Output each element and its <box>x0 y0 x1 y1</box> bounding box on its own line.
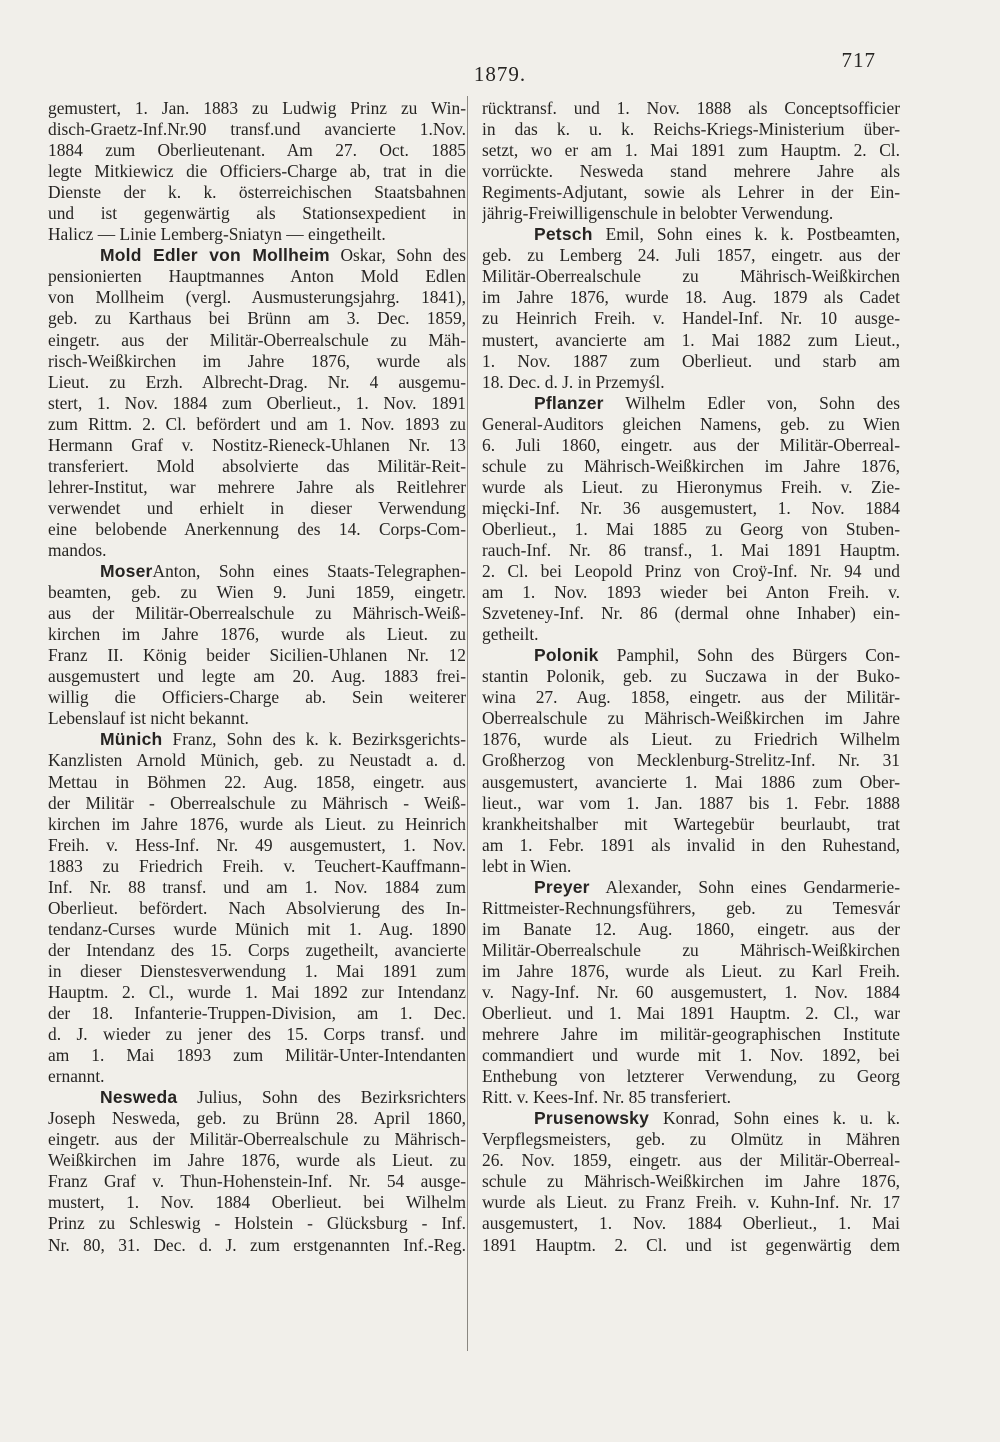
line-text: ausgemustert, avancierte 1. Mai 1886 zum Ober- <box>482 771 900 792</box>
entry-first-line <box>48 245 466 266</box>
line-text: 1891 Hauptm. 2. Cl. und ist gegenwärtig dem <box>482 1234 900 1255</box>
text-line <box>48 308 466 329</box>
text-line <box>48 393 466 414</box>
text-line <box>482 1213 900 1234</box>
line-text: mandos. <box>48 539 107 560</box>
text-line <box>482 161 900 182</box>
line-text: wina 27. Aug. 1858, eingetr. aus der Militär- <box>482 687 900 708</box>
text-line <box>48 161 466 182</box>
text-line <box>482 330 900 351</box>
line-text: Franz II. König beider Sicilien-Uhlanen Nr. 12 <box>48 645 466 666</box>
line-text: Lieut. zu Erzh. Albrecht-Drag. Nr. 4 ausgemu- <box>48 371 466 392</box>
line-text: jährig-Freiwilligenschule in belobter Verwendung. <box>482 203 834 224</box>
text-line <box>48 940 466 961</box>
line-text: General-Auditors gleichen Namens, geb. zu Wien <box>482 413 900 434</box>
text-line <box>482 856 900 877</box>
text-line <box>48 772 466 793</box>
entry-surname: Nesweda <box>100 1087 178 1108</box>
text-line <box>48 1213 466 1234</box>
line-text: stantin Polonik, geb. zu Suczawa in der Buko- <box>482 666 900 687</box>
text-line <box>48 1192 466 1213</box>
text-line <box>482 666 900 687</box>
line-text: Kanzlisten Arnold Münich, geb. zu Neustadt a. d. <box>48 750 466 771</box>
line-text: am 1. Febr. 1891 als invalid in den Ruhestand, <box>482 834 900 855</box>
line-text: am 1. Mai 1893 zum Militär-Unter-Intendanten <box>48 1045 466 1066</box>
text-line <box>482 98 900 119</box>
line-text: kirchen im Jahre 1876, wurde als Lieut. zu Heinrich <box>48 813 466 834</box>
line-text: lehrer-Institut, war mehrere Jahre als Reitlehrer <box>48 476 466 497</box>
text-line <box>48 182 466 203</box>
line-text: gemustert, 1. Jan. 1883 zu Ludwig Prinz zu Win- <box>48 98 466 118</box>
line-text: 2. Cl. bei Leopold Prinz von Croÿ-Inf. Nr. 94 und <box>482 561 900 582</box>
line-text: Ritt. v. Kees-Inf. Nr. 85 transferiert. <box>482 1087 732 1108</box>
text-line <box>48 456 466 477</box>
page-number: 717 <box>841 48 876 72</box>
entry-first-line <box>482 1108 900 1129</box>
text-line <box>482 1129 900 1150</box>
entry-first-line <box>482 224 900 245</box>
text-line <box>482 772 900 793</box>
line-text: Oberlieut. und 1. Mai 1891 Hauptm. 2. Cl., war <box>482 1003 900 1024</box>
text-line <box>482 961 900 982</box>
text-line <box>48 287 466 308</box>
line-text: mięcki-Inf. Nr. 36 ausgemustert, 1. Nov. 1884 <box>482 497 900 518</box>
text-line <box>482 456 900 477</box>
text-line <box>482 1045 900 1066</box>
text-line <box>48 372 466 393</box>
line-text: 26. Nov. 1859, eingetr. aus der Militär-Oberreal- <box>482 1150 900 1171</box>
text-line <box>482 919 900 940</box>
text-line <box>48 1235 466 1256</box>
text-line <box>48 835 466 856</box>
text-line <box>482 1192 900 1213</box>
text-line <box>482 1066 900 1087</box>
text-line <box>48 1003 466 1024</box>
entry-surname: Moser <box>100 561 153 582</box>
left-column <box>48 98 466 1256</box>
line-text: zu Heinrich Freih. v. Handel-Inf. Nr. 10 ausge- <box>482 308 900 329</box>
line-text: mustert, avancierte am 1. Mai 1882 zum Lieut., <box>482 329 900 350</box>
entry-first-line <box>48 1087 466 1108</box>
line-text: geb. zu Karthaus bei Brünn am 3. Dec. 1859, <box>48 308 466 329</box>
text-line <box>482 351 900 372</box>
text-line <box>48 582 466 603</box>
line-text: der Intendanz des 15. Corps zugetheilt, avancierte <box>48 939 466 960</box>
text-line <box>48 203 466 224</box>
text-line <box>482 1087 900 1108</box>
line-text: vorrückte. Nesweda stand mehrere Jahre als <box>482 161 900 182</box>
text-line <box>48 1171 466 1192</box>
line-text: Großherzog von Mecklenburg-Strelitz-Inf. Nr. 31 <box>482 750 900 771</box>
text-line <box>482 708 900 729</box>
line-text: 1. Nov. 1887 zum Oberlieut. und starb am <box>482 350 900 371</box>
text-line <box>482 1171 900 1192</box>
text-line <box>48 351 466 372</box>
text-line <box>48 1024 466 1045</box>
line-text: der Militär - Oberrealschule zu Mährisch - Weiß- <box>48 792 466 813</box>
entry-surname: Polonik <box>534 645 599 666</box>
line-text: Inf. Nr. 88 transf. und am 1. Nov. 1884 zum <box>48 876 466 897</box>
entry-first-line <box>482 645 900 666</box>
text-line <box>48 645 466 666</box>
entry-first-line <box>482 877 900 898</box>
line-text: Halicz — Linie Lemberg-Sniatyn — eingetheilt. <box>48 224 386 245</box>
text-line <box>482 898 900 919</box>
text-line <box>48 330 466 351</box>
text-line <box>48 1108 466 1129</box>
line-text: 1876, wurde als Lieut. zu Friedrich Wilhelm <box>482 729 900 750</box>
line-text: willig die Officiers-Charge ab. Sein weiterer <box>48 687 466 708</box>
text-line <box>48 540 466 561</box>
line-text: Oberlieut., 1. Mai 1885 zu Georg von Stuben- <box>482 518 900 539</box>
line-text: Alexander, Sohn eines Gendarmerie- <box>589 876 900 897</box>
line-text: Julius, Sohn des Bezirksrichters <box>177 1087 466 1108</box>
text-line <box>482 435 900 456</box>
line-text: 1884 zum Oberlieutenant. Am 27. Oct. 1885 <box>48 140 466 161</box>
text-line <box>48 982 466 1003</box>
line-text: lieut., war vom 1. Jan. 1887 bis 1. Febr. 1888 <box>482 792 900 813</box>
entry-surname: Pflanzer <box>534 392 604 413</box>
line-text: 6. Juli 1860, eingetr. aus der Militär-Oberreal- <box>482 434 900 455</box>
line-text: Prinz zu Schleswig - Holstein - Glücksburg - Inf. <box>48 1213 466 1234</box>
line-text: Joseph Nesweda, geb. zu Brünn 28. April 1860, <box>48 1108 466 1129</box>
line-text: krankheitshalber mit Wartegebür beurlaubt, trat <box>482 813 900 834</box>
line-text: Militär-Oberrealschule zu Mährisch-Weißkirchen <box>482 939 900 960</box>
text-line <box>482 687 900 708</box>
text-line <box>482 182 900 203</box>
line-text: im Banate 12. Aug. 1860, eingetr. aus der <box>482 918 900 939</box>
line-text: 1883 zu Friedrich Freih. v. Teuchert-Kauffmann- <box>48 855 466 876</box>
line-text: ernannt. <box>48 1066 105 1087</box>
text-line <box>482 982 900 1003</box>
text-line <box>482 603 900 624</box>
line-text: Franz, Sohn des k. k. Bezirksgerichts- <box>162 729 466 750</box>
entry-first-line <box>48 561 466 582</box>
line-text: wurde als Lieut. zu Franz Freih. v. Kuhn-Inf. Nr. 17 <box>482 1192 900 1213</box>
line-text: Oberrealschule zu Mährisch-Weißkirchen im Jahre <box>482 708 900 729</box>
line-text: Lebenslauf ist nicht bekannt. <box>48 708 249 729</box>
text-line <box>48 877 466 898</box>
line-text: Hauptm. 2. Cl., wurde 1. Mai 1892 zur Intendanz <box>48 981 466 1002</box>
line-text: rauch-Inf. Nr. 86 transf., 1. Mai 1891 Hauptm. <box>482 539 900 560</box>
text-line <box>48 750 466 771</box>
text-line <box>48 856 466 877</box>
line-text: in dieser Dienstesverwendung 1. Mai 1891 zum <box>48 960 466 981</box>
text-line <box>48 1045 466 1066</box>
text-line <box>48 961 466 982</box>
line-text: v. Nagy-Inf. Nr. 60 ausgemustert, 1. Nov. 1884 <box>482 981 900 1002</box>
line-text: setzt, wo er am 1. Mai 1891 zum Hauptm. 2. Cl. <box>482 140 900 161</box>
text-line <box>48 224 466 245</box>
text-line <box>482 729 900 750</box>
line-text: Enthebung von letzterer Verwendung, zu Georg <box>482 1066 900 1087</box>
line-text: Rittmeister-Rechnungsführers, geb. zu Temesvár <box>482 897 900 918</box>
line-text: disch-Graetz-Inf.Nr.90 transf.und avancierte 1.Nov. <box>48 119 466 140</box>
line-text: transferiert. Mold absolvierte das Militär-Reit- <box>48 455 466 476</box>
line-text: aus der Militär-Oberrealschule zu Mährisch-Weiß- <box>48 603 466 624</box>
text-line <box>48 266 466 287</box>
text-line <box>48 498 466 519</box>
entry-first-line <box>482 393 900 414</box>
entry-surname: Münich <box>100 729 163 750</box>
text-line <box>48 708 466 729</box>
text-line <box>482 940 900 961</box>
text-line <box>48 1129 466 1150</box>
text-line <box>482 372 900 393</box>
line-text: Regiments-Adjutant, sowie als Lehrer in der Ein- <box>482 182 900 203</box>
line-text: Szveteney-Inf. Nr. 86 (dermal ohne Inhaber) ein- <box>482 603 900 624</box>
text-line <box>48 898 466 919</box>
line-text: Militär-Oberrealschule zu Mährisch-Weißkirchen <box>482 266 900 287</box>
right-column <box>482 98 900 1256</box>
line-text: Oskar, Sohn des <box>329 245 466 266</box>
text-line <box>482 1150 900 1171</box>
text-line <box>48 919 466 940</box>
line-text: mehrere Jahre im militär-geographischen Institute <box>482 1024 900 1045</box>
text-line <box>482 308 900 329</box>
line-text: ausgemustert und legte am 20. Aug. 1883 frei- <box>48 666 466 687</box>
entry-surname: Mold Edler von Mollheim <box>100 245 330 266</box>
line-text: kirchen im Jahre 1876, wurde als Lieut. zu <box>48 624 466 645</box>
line-text: im Jahre 1876, wurde als Lieut. zu Karl Freih. <box>482 960 900 981</box>
line-text: lebt in Wien. <box>482 855 572 876</box>
text-line <box>482 1235 900 1256</box>
line-text: Weißkirchen im Jahre 1876, wurde als Lieut. zu <box>48 1150 466 1171</box>
text-line <box>48 519 466 540</box>
line-text: am 1. Nov. 1893 wieder bei Anton Freih. v. <box>482 582 900 603</box>
line-text: in das k. u. k. Reichs-Kriegs-Ministerium über- <box>482 119 900 140</box>
line-text: Anton, Sohn eines Staats-Telegraphen- <box>152 561 466 582</box>
column-divider <box>467 96 468 1351</box>
line-text: Freih. v. Hess-Inf. Nr. 49 ausgemustert, 1. Nov. <box>48 834 466 855</box>
text-line <box>482 835 900 856</box>
line-text: von Mollheim (vergl. Ausmusterungsjahrg. 1841), <box>48 287 466 308</box>
line-text: Oberlieut. befördert. Nach Absolvierung des In- <box>48 897 466 918</box>
line-text: schule zu Mährisch-Weißkirchen im Jahre 1876, <box>482 455 900 476</box>
line-text: im Jahre 1876, wurde 18. Aug. 1879 als Cadet <box>482 287 900 308</box>
text-line <box>482 582 900 603</box>
text-line <box>482 287 900 308</box>
line-text: verwendet und erhielt in dieser Verwendung <box>48 497 466 518</box>
line-text: d. J. wieder zu jener des 15. Corps transf. und <box>48 1024 466 1045</box>
line-text: Pamphil, Sohn des Bürgers Con- <box>598 645 900 666</box>
line-text: eingetr. aus der Militär-Oberrealschule zu Mährisch- <box>48 1129 466 1150</box>
text-line <box>482 750 900 771</box>
line-text: getheilt. <box>482 624 539 645</box>
text-line <box>482 814 900 835</box>
line-text: geb. zu Lemberg 24. Juli 1857, eingetr. aus der <box>482 245 900 266</box>
text-line <box>482 414 900 435</box>
text-line <box>482 245 900 266</box>
line-text: mustert, 1. Nov. 1884 Oberlieut. bei Wilhelm <box>48 1192 466 1213</box>
text-line <box>48 814 466 835</box>
line-text: ausgemustert, 1. Nov. 1884 Oberlieut., 1. Mai <box>482 1213 900 1234</box>
line-text: Konrad, Sohn eines k. u. k. <box>649 1108 900 1129</box>
text-line <box>482 793 900 814</box>
text-line <box>482 624 900 645</box>
line-text: commandiert und wurde mit 1. Nov. 1892, bei <box>482 1045 900 1066</box>
entry-first-line <box>48 729 466 750</box>
text-line <box>482 561 900 582</box>
line-text: eingetr. aus der Militär-Oberrealschule zu Mäh- <box>48 329 466 350</box>
line-text: Verpflegsmeisters, geb. zu Olmütz in Mähren <box>482 1129 900 1150</box>
line-text: risch-Weißkirchen im Jahre 1876, wurde als <box>48 350 466 371</box>
text-line <box>48 1066 466 1087</box>
line-text: Mettau in Böhmen 22. Aug. 1858, eingetr. aus <box>48 771 466 792</box>
line-text: der 18. Infanterie-Truppen-Division, am 1. Dec. <box>48 1003 466 1024</box>
text-line <box>48 414 466 435</box>
running-header-year: 1879. <box>473 62 527 86</box>
text-line <box>482 1024 900 1045</box>
text-line <box>48 119 466 140</box>
text-line <box>482 119 900 140</box>
line-text: legte Mitkiewicz die Officiers-Charge ab, trat in die <box>48 161 466 182</box>
text-line <box>482 540 900 561</box>
entry-surname: Preyer <box>534 876 590 897</box>
text-line <box>48 435 466 456</box>
line-text: 18. Dec. d. J. in Przemyśl. <box>482 371 665 392</box>
text-line <box>48 140 466 161</box>
text-line <box>48 666 466 687</box>
line-text: und ist gegenwärtig als Stationsexpedient in <box>48 203 466 224</box>
line-text: tendanz-Curses wurde Münich mit 1. Aug. 1890 <box>48 918 466 939</box>
text-line <box>48 793 466 814</box>
line-text: pensionierten Hauptmannes Anton Mold Edlen <box>48 266 466 287</box>
line-text: Franz Graf v. Thun-Hohenstein-Inf. Nr. 54 ausge- <box>48 1171 466 1192</box>
line-text: wurde als Lieut. zu Hieronymus Freih. v. Zie- <box>482 476 900 497</box>
text-line <box>48 603 466 624</box>
line-text: beamten, geb. zu Wien 9. Juni 1859, eingetr. <box>48 582 466 603</box>
line-text: Wilhelm Edler von, Sohn des <box>603 392 900 413</box>
text-line <box>48 477 466 498</box>
line-text: Emil, Sohn eines k. k. Postbeamten, <box>592 224 900 245</box>
entry-surname: Petsch <box>534 224 593 245</box>
line-text: Dienste der k. k. österreichischen Staatsbahnen <box>48 182 466 203</box>
line-text: schule zu Mährisch-Weißkirchen im Jahre 1876, <box>482 1171 900 1192</box>
text-line <box>482 519 900 540</box>
line-text: eine belobende Anerkennung des 14. Corps-Com- <box>48 518 466 539</box>
text-line <box>482 1003 900 1024</box>
text-line <box>482 140 900 161</box>
line-text: Nr. 80, 31. Dec. d. J. zum erstgenannten Inf.-Reg. <box>48 1234 466 1255</box>
entry-surname: Prusenowsky <box>534 1108 650 1129</box>
text-line <box>48 624 466 645</box>
line-text: stert, 1. Nov. 1884 zum Oberlieut., 1. Nov. 1891 <box>48 392 466 413</box>
line-text: Hermann Graf v. Nostitz-Rieneck-Uhlanen Nr. 13 <box>48 434 466 455</box>
text-line <box>482 477 900 498</box>
line-text: zum Rittm. 2. Cl. befördert und am 1. Nov. 1893 zu <box>48 413 466 434</box>
text-line <box>48 687 466 708</box>
text-line <box>48 98 466 119</box>
text-line <box>482 498 900 519</box>
line-text: rücktransf. und 1. Nov. 1888 als Conceptsofficier <box>482 98 900 118</box>
text-line <box>48 1150 466 1171</box>
text-line <box>482 266 900 287</box>
text-line <box>482 203 900 224</box>
